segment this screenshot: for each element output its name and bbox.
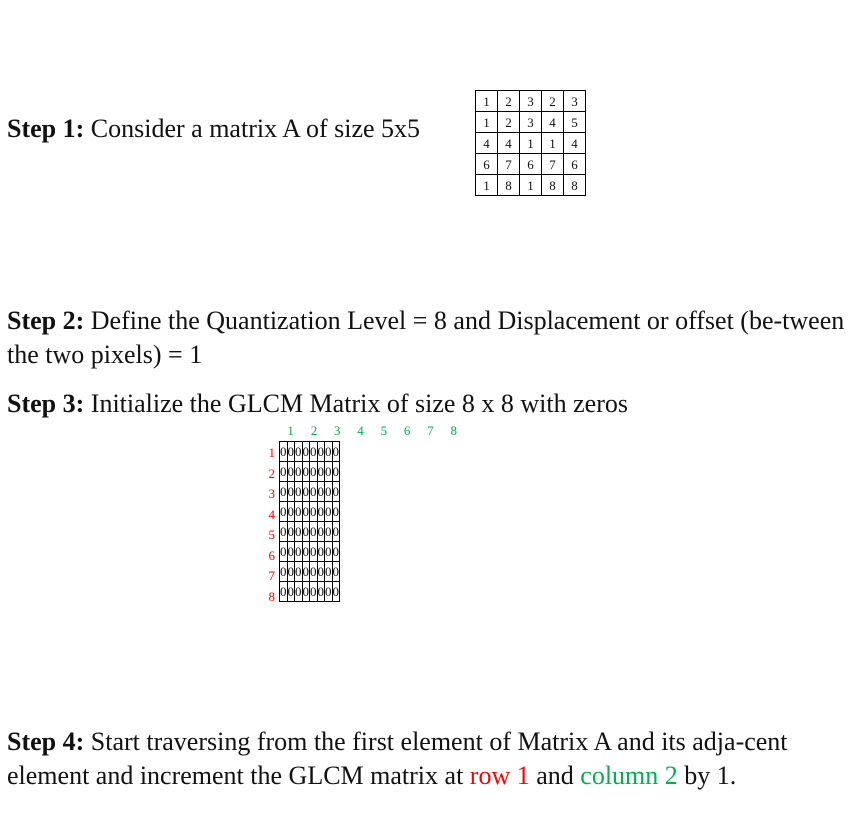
glcm-cell: 0 — [317, 582, 325, 602]
matrix-a-cell: 1 — [520, 175, 542, 196]
glcm-cell: 0 — [310, 502, 318, 522]
glcm-cell: 0 — [310, 582, 318, 602]
glcm-cell: 0 — [302, 562, 310, 582]
matrix-a-cell: 2 — [542, 91, 564, 112]
matrix-a-cell: 1 — [476, 175, 498, 196]
step-4-column-highlight: column 2 — [580, 761, 678, 790]
glcm-cell: 0 — [310, 442, 318, 462]
glcm-cell: 0 — [310, 562, 318, 582]
step-1-paragraph — [7, 112, 420, 146]
matrix-a-cell: 5 — [564, 112, 586, 133]
glcm-cell: 0 — [317, 542, 325, 562]
glcm-cell: 0 — [317, 502, 325, 522]
glcm-cell: 0 — [280, 542, 288, 562]
matrix-a-cell: 3 — [564, 91, 586, 112]
glcm-cell: 0 — [302, 502, 310, 522]
matrix-a — [475, 90, 586, 196]
glcm-cell: 0 — [325, 582, 333, 602]
glcm-column-labels — [279, 423, 465, 439]
glcm-row-label: 2 — [268, 465, 275, 481]
matrix-a-row — [476, 91, 586, 112]
glcm-column-label: 4 — [357, 423, 364, 438]
glcm-cell: 0 — [317, 442, 325, 462]
glcm-matrix — [279, 441, 340, 602]
matrix-a-row — [476, 133, 586, 154]
glcm-cell: 0 — [325, 442, 333, 462]
step-4-text-b: and — [529, 761, 581, 790]
glcm-column-label: 8 — [450, 423, 457, 438]
glcm-cell: 0 — [280, 482, 288, 502]
glcm-cell: 0 — [302, 522, 310, 542]
glcm-cell: 0 — [325, 462, 333, 482]
glcm-row — [280, 582, 340, 602]
matrix-a-cell: 6 — [476, 154, 498, 175]
glcm-cell: 0 — [287, 502, 295, 522]
glcm-cell: 0 — [332, 462, 340, 482]
glcm-cell: 0 — [317, 522, 325, 542]
matrix-a-cell: 4 — [498, 133, 520, 154]
step-4-text-c: by 1. — [677, 761, 737, 790]
glcm-cell: 0 — [317, 562, 325, 582]
glcm-cell: 0 — [332, 482, 340, 502]
glcm-row — [280, 482, 340, 502]
glcm-cell: 0 — [280, 582, 288, 602]
glcm-column-label: 2 — [310, 423, 318, 438]
glcm-row — [280, 502, 340, 522]
glcm-cell: 0 — [332, 442, 340, 462]
glcm-cell: 0 — [332, 562, 340, 582]
glcm-cell: 0 — [325, 522, 333, 542]
step-1-label: Step 1: — [7, 114, 85, 143]
step-2-label: Step 2: — [7, 306, 85, 335]
glcm-cell: 0 — [280, 442, 288, 462]
glcm-cell: 0 — [295, 502, 303, 522]
glcm-cell: 0 — [287, 522, 295, 542]
matrix-a-cell: 1 — [476, 112, 498, 133]
glcm-cell: 0 — [287, 482, 295, 502]
glcm-row — [280, 542, 340, 562]
glcm-cell: 0 — [302, 482, 310, 502]
step-3-paragraph — [7, 387, 628, 421]
glcm-cell: 0 — [325, 542, 333, 562]
glcm-column-label: 7 — [427, 423, 434, 438]
matrix-a-cell: 2 — [498, 91, 520, 112]
matrix-a-cell: 3 — [520, 91, 542, 112]
glcm-cell: 0 — [302, 542, 310, 562]
matrix-a-cell: 6 — [564, 154, 586, 175]
glcm-cell: 0 — [310, 522, 318, 542]
matrix-a-cell: 6 — [520, 154, 542, 175]
matrix-a-cell: 2 — [498, 112, 520, 133]
matrix-a-row — [476, 175, 586, 196]
glcm-row — [280, 562, 340, 582]
matrix-a-cell: 4 — [476, 133, 498, 154]
matrix-a-cell: 7 — [498, 154, 520, 175]
glcm-cell: 0 — [280, 522, 288, 542]
glcm-cell: 0 — [287, 562, 295, 582]
step-3-text: Initialize the GLCM Matrix of size 8 x 8 with zeros — [84, 389, 628, 418]
glcm-cell: 0 — [295, 582, 303, 602]
glcm-cell: 0 — [325, 502, 333, 522]
glcm-column-label: 5 — [380, 423, 388, 438]
glcm-cell: 0 — [295, 542, 303, 562]
glcm-cell: 0 — [332, 542, 340, 562]
glcm-row-label: 1 — [268, 445, 275, 460]
glcm-cell: 0 — [280, 562, 288, 582]
glcm-row-label: 4 — [268, 506, 275, 522]
glcm-cell: 0 — [310, 482, 318, 502]
glcm-cell: 0 — [287, 442, 295, 462]
glcm-row — [280, 462, 340, 482]
glcm-cell: 0 — [295, 442, 303, 462]
step-2-paragraph — [7, 304, 853, 372]
glcm-cell: 0 — [302, 582, 310, 602]
glcm-cell: 0 — [332, 582, 340, 602]
step-4-text-a: Start traversing from the first element of Matrix A and its adja-cent element and increment the GLCM matrix at — [7, 727, 788, 790]
glcm-cell: 0 — [287, 542, 295, 562]
step-3-label: Step 3: — [7, 389, 85, 418]
glcm-cell: 0 — [287, 462, 295, 482]
glcm-cell: 0 — [302, 442, 310, 462]
matrix-a-cell: 1 — [476, 91, 498, 112]
glcm-column-label: 3 — [333, 423, 341, 438]
step-1-text: Consider a matrix A of size 5x5 — [84, 114, 421, 143]
glcm-cell: 0 — [295, 482, 303, 502]
step-4-row-highlight: row 1 — [469, 761, 530, 790]
glcm-cell: 0 — [325, 562, 333, 582]
glcm-row — [280, 522, 340, 542]
matrix-a-cell: 4 — [564, 133, 586, 154]
glcm-cell: 0 — [295, 522, 303, 542]
glcm-row — [280, 442, 340, 462]
glcm-row-label: 8 — [268, 588, 275, 604]
glcm-cell: 0 — [280, 502, 288, 522]
glcm-cell: 0 — [332, 502, 340, 522]
glcm-cell: 0 — [295, 462, 303, 482]
step-4-paragraph — [7, 725, 853, 793]
matrix-a-row — [476, 154, 586, 175]
glcm-row-labels — [259, 443, 275, 607]
glcm-row-label: 5 — [268, 527, 275, 542]
glcm-row-label: 6 — [268, 547, 275, 563]
glcm-cell: 0 — [302, 462, 310, 482]
glcm-cell: 0 — [287, 582, 295, 602]
matrix-a-cell: 8 — [498, 175, 520, 196]
glcm-cell: 0 — [317, 482, 325, 502]
glcm-cell: 0 — [317, 462, 325, 482]
matrix-a-row — [476, 112, 586, 133]
glcm-cell: 0 — [310, 542, 318, 562]
glcm-column-label: 6 — [403, 423, 411, 438]
glcm-cell: 0 — [325, 482, 333, 502]
matrix-a-cell: 1 — [520, 133, 542, 154]
glcm-column-label: 1 — [287, 423, 294, 438]
step-2-text: Define the Quantization Level = 8 and Displacement or offset (be-tween the two pixels) = 1 — [7, 306, 845, 369]
matrix-a-cell: 8 — [564, 175, 586, 196]
matrix-a-cell: 3 — [520, 112, 542, 133]
glcm-cell: 0 — [332, 522, 340, 542]
matrix-a-cell: 4 — [542, 112, 564, 133]
glcm-cell: 0 — [295, 562, 303, 582]
glcm-row-label: 7 — [268, 568, 275, 583]
matrix-a-cell: 1 — [542, 133, 564, 154]
glcm-cell: 0 — [280, 462, 288, 482]
step-4-label: Step 4: — [7, 727, 85, 756]
matrix-a-cell: 7 — [542, 154, 564, 175]
glcm-cell: 0 — [310, 462, 318, 482]
matrix-a-cell: 8 — [542, 175, 564, 196]
glcm-row-label: 3 — [268, 486, 275, 501]
